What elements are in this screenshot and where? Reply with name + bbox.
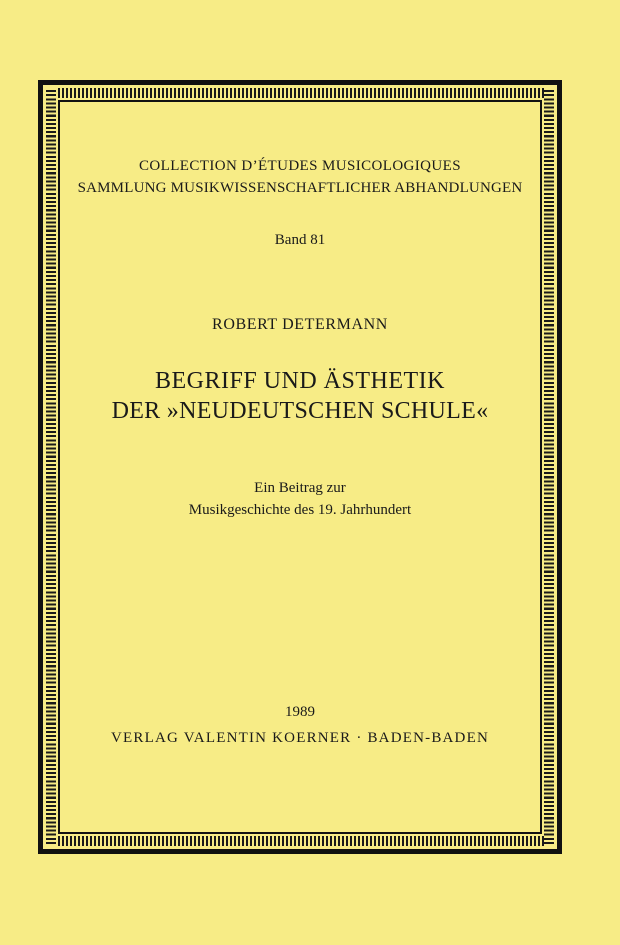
series-title-french: COLLECTION D’ÉTUDES MUSICOLOGIQUES (139, 158, 461, 174)
series-title-german: SAMMLUNG MUSIKWISSENSCHAFTLICHER ABHANDLUNGEN (77, 180, 523, 196)
book-title-line-1: BEGRIFF UND ÄSTHETIK (154, 368, 445, 394)
publisher-imprint: VERLAG VALENTIN KOERNER · BADEN-BADEN (111, 730, 489, 746)
subtitle-line-2: Musikgeschichte des 19. Jahrhundert (188, 502, 412, 518)
volume-number: Band 81 (274, 232, 326, 248)
publication-year: 1989 (285, 704, 315, 720)
author-name: ROBERT DETERMANN (212, 316, 388, 333)
cover-content (60, 102, 540, 832)
subtitle-line-1: Ein Beitrag zur (254, 480, 346, 496)
book-title-line-2: DER »NEUDEUTSCHEN SCHULE« (111, 398, 489, 424)
